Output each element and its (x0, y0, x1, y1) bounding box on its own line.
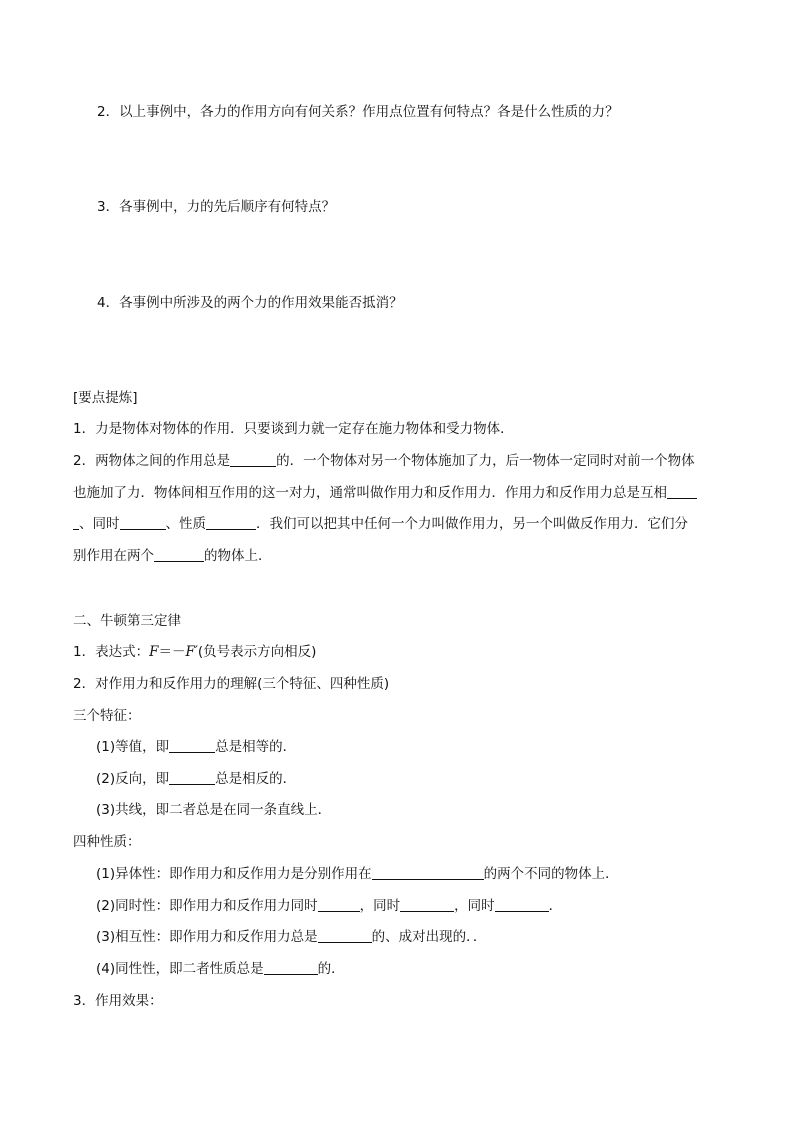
four-properties-title: 四种性质： (73, 834, 141, 850)
key-point-1: 1．力是物体对物体的作用．只要谈到力就一定存在施力物体和受力物体． (73, 421, 514, 437)
fill-blank[interactable] (169, 770, 215, 785)
feature-1: (1)等值，即 总是相等的． (96, 739, 297, 755)
property-4: (4)同性性，即二者性质总是 的． (96, 961, 345, 977)
fill-blank[interactable] (264, 960, 318, 975)
property-3: (3)相互性：即作用力和反作用力总是 的、成对出现的．． (96, 929, 487, 945)
fill-blank[interactable] (495, 897, 549, 912)
key-point-2-line-2: 也施加了力．物体间相互作用的这一对力，通常叫做作用力和反作用力．作用力和反作用力总是互相 (73, 484, 697, 502)
effect-item: 3．作用效果： (73, 993, 163, 1009)
fill-blank[interactable] (372, 865, 484, 880)
fill-blank[interactable] (318, 928, 372, 943)
fill-blank[interactable] (206, 515, 256, 530)
question-4: 4．各事例中所涉及的两个力的作用效果能否抵消？ (97, 295, 403, 311)
feature-2: (2)反向，即 总是相反的． (96, 771, 297, 787)
question-3: 3．各事例中，力的先后顺序有何特点？ (97, 199, 336, 215)
fill-blank[interactable] (230, 452, 276, 467)
property-1: (1)异体性：即作用力和反作用力是分别作用在 的两个不同的物体上． (96, 866, 619, 882)
key-point-2-line-1: 2．两物体之间的作用总是 的．一个物体对另一个物体施加了力，后一物体一定同时对前一个物体 (73, 453, 695, 469)
fill-blank[interactable] (120, 515, 166, 530)
fill-blank[interactable] (169, 738, 215, 753)
expression-item: 1．表达式：F＝－F′(负号表示方向相反) (73, 644, 317, 660)
feature-3: (3)共线，即二者总是在同一条直线上． (96, 802, 332, 818)
fill-blank[interactable] (318, 897, 360, 912)
property-2: (2)同时性：即作用力和反作用力同时 ，同时 ，同时 ． (96, 898, 563, 914)
fill-blank[interactable] (400, 897, 454, 912)
key-points-heading: [要点提炼] (73, 390, 138, 406)
understanding-item: 2．对作用力和反作用力的理解(三个特征、四种性质) (73, 676, 390, 692)
fill-blank[interactable] (154, 547, 204, 562)
key-point-2-line-4: 别作用在两个 的物体上． (73, 548, 272, 564)
section-2-heading: 二、牛顿第三定律 (73, 613, 181, 629)
three-features-title: 三个特征： (73, 708, 141, 724)
key-point-2-line-3: 、同时 、性质 ．我们可以把其中任何一个力叫做作用力，另一个叫做反作用力．它们分 (73, 515, 688, 533)
fill-blank[interactable] (667, 484, 697, 499)
question-2: 2．以上事例中，各力的作用方向有何关系？作用点位置有何特点？各是什么性质的力？ (97, 104, 619, 120)
